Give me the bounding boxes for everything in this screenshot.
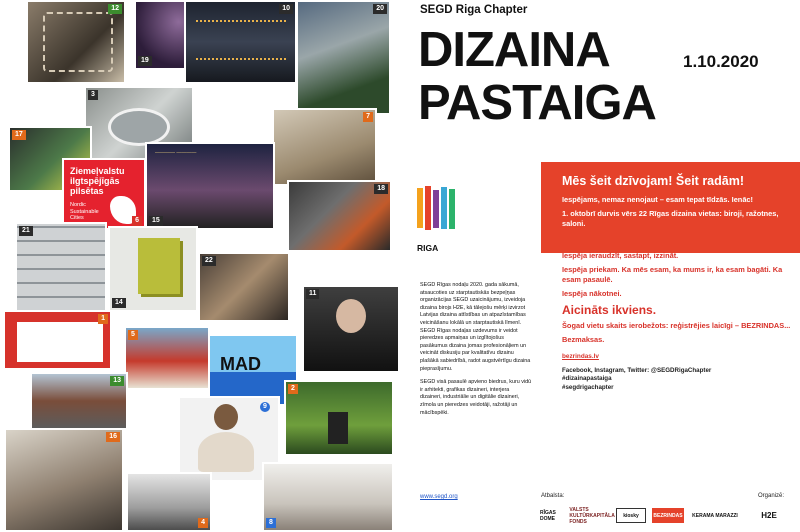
photo-22 bbox=[198, 252, 290, 322]
photo-number: 9 bbox=[260, 402, 270, 412]
photo-number: 10 bbox=[279, 4, 293, 14]
organization-name: SEGD Riga Chapter bbox=[420, 4, 528, 16]
segd-logo-icon bbox=[417, 186, 465, 232]
photo-number: 4 bbox=[198, 518, 208, 528]
photo-number: 6 bbox=[132, 216, 142, 226]
social-info bbox=[562, 367, 792, 392]
photo-number: 11 bbox=[306, 289, 319, 299]
photo-number: 22 bbox=[202, 256, 216, 266]
photo-number: 21 bbox=[19, 226, 33, 236]
sponsor-bezrindas-logo: BEZRINDAS bbox=[652, 508, 684, 523]
logo-label: RIGA bbox=[417, 243, 439, 253]
photo-number: 13 bbox=[110, 376, 124, 386]
segd-riga-logo bbox=[417, 186, 465, 253]
sponsor-riga-logo: RĪGAS DOME bbox=[540, 509, 556, 522]
info-line-6: Šogad vietu skaits ierobežots: reģistrējies laicīgi – BEZRINDAS... bbox=[562, 321, 791, 330]
poster-subtitle: Nordic Sustainable Cities bbox=[70, 202, 99, 221]
sponsor-kiosky-logo: kiosky bbox=[616, 508, 646, 523]
photo-5 bbox=[124, 326, 210, 390]
hashtag-1: #dizainapastaiga bbox=[562, 375, 612, 383]
photo-number: 18 bbox=[374, 184, 388, 194]
photo-12 bbox=[26, 0, 126, 84]
info-heading: Mēs šeit dzīvojam! Šeit radām! bbox=[562, 174, 745, 188]
photo-number: 3 bbox=[88, 90, 98, 100]
page-title-line2: PASTAIGA bbox=[418, 76, 656, 130]
organizer-label: Organizē: bbox=[758, 493, 785, 499]
sponsor-vkkf-logo: VALSTS KULTŪRKAPITĀLA FONDS bbox=[569, 506, 615, 525]
photo-16 bbox=[4, 428, 124, 532]
photo-number: 17 bbox=[12, 130, 26, 140]
info-line-3: Iespēja ieraudzīt, sastapt, izzināt. bbox=[562, 251, 679, 260]
sponsor-kerama-logo: KERAMA MARAZZI bbox=[692, 512, 738, 519]
photo-15: ———— ———— 15 bbox=[145, 142, 275, 230]
event-info bbox=[562, 174, 792, 392]
photo-4 bbox=[126, 472, 212, 532]
photo-18 bbox=[287, 180, 392, 252]
photo-number: 7 bbox=[363, 112, 373, 122]
photo-number: 8 bbox=[266, 518, 276, 528]
info-line-2: 1. oktobrī durvis vērs 22 Rīgas dizaina vietas: biroji, ražotnes, saloni. bbox=[562, 209, 779, 228]
photo-mad: MAD bbox=[208, 334, 298, 406]
photo-1 bbox=[3, 310, 112, 370]
photo-6 bbox=[62, 158, 146, 230]
info-line-1: Iespējams, nemaz nenojaut – esam tepat tīdzās. Ienāc! bbox=[562, 195, 753, 204]
photo-2 bbox=[284, 380, 394, 456]
photo-number: 2 bbox=[288, 384, 298, 394]
support-label: Atbalsta: bbox=[541, 493, 565, 499]
photo-8 bbox=[262, 462, 394, 532]
photo-number: 5 bbox=[128, 330, 138, 340]
poster-title: Ziemeļvalstu ilgtspējīgās pilsētas bbox=[70, 166, 125, 196]
photo-number: 16 bbox=[106, 432, 120, 442]
photo-21 bbox=[15, 222, 107, 312]
photo-14 bbox=[108, 226, 198, 312]
photo-13 bbox=[30, 372, 128, 430]
info-line-5: Iespēja nākotnei. bbox=[562, 289, 622, 298]
photo-number: 20 bbox=[373, 4, 387, 14]
segd-link[interactable]: www.segd.org bbox=[420, 494, 458, 500]
photo-number: 15 bbox=[149, 216, 163, 226]
invitation: Aicināts ikviens. bbox=[562, 303, 657, 317]
social-handles: Facebook, Instagram, Twitter: @SEGDRigaChapter bbox=[562, 367, 712, 374]
photo-10 bbox=[184, 0, 297, 84]
organizer-h2e-logo: H2E bbox=[761, 511, 777, 520]
photo-20 bbox=[296, 0, 391, 115]
photo-number: 19 bbox=[138, 56, 152, 66]
photo-number: 14 bbox=[112, 298, 126, 308]
description bbox=[420, 282, 532, 423]
description-paragraph-1: SEGD Rīgas nodaļu 2020. gada sākumā, atsaucoties uz starptautiskās bezpeļņas organizācijas SEGD uzaicinājumu, izveidoja dizaina birojs H2E, kā tālejošu mērķi izvirzot Latvijas dizaina attīstības un atpazīstamības veicināšanu lokālā un starptautiskā līmenī. SEGD Rīgas nodaļas uzdevums ir veidot pieredzes apmaiņas un izglītojošus pasākumus dizaina jomas profesionāļiem un veicināt diskusiju par kvalitatīvu dizainu plašākā sabiedrībā, radot augstvērtīgu dizaina pieprasījumu. bbox=[420, 282, 531, 372]
info-line-4: Iespēja priekam. Ka mēs esam, ka mums ir, ka esam bagāti. Ka esam pasaulē. bbox=[562, 265, 783, 284]
photo-11 bbox=[302, 285, 400, 373]
hashtag-2: #segdrigachapter bbox=[562, 383, 614, 391]
page-title-line1: DIZAINA bbox=[418, 23, 610, 77]
photo-number: 1 bbox=[98, 314, 108, 324]
photo-number: 12 bbox=[108, 4, 122, 14]
info-line-7: Bezmaksas. bbox=[562, 335, 605, 344]
registration-link[interactable]: bezrindas.lv bbox=[562, 353, 599, 360]
event-date: 1.10.2020 bbox=[683, 52, 759, 71]
description-paragraph-2: SEGD visā pasaulē apvieno biedrus, kuru vidū ir arhitekti, grafikas dizaineri, interjera dizaineri, industriālie un digitālie dizaineri, zīmola un pieredzes veidotāji, ražotāji un mācībspēki. bbox=[420, 379, 532, 416]
photo-7 bbox=[272, 108, 377, 186]
